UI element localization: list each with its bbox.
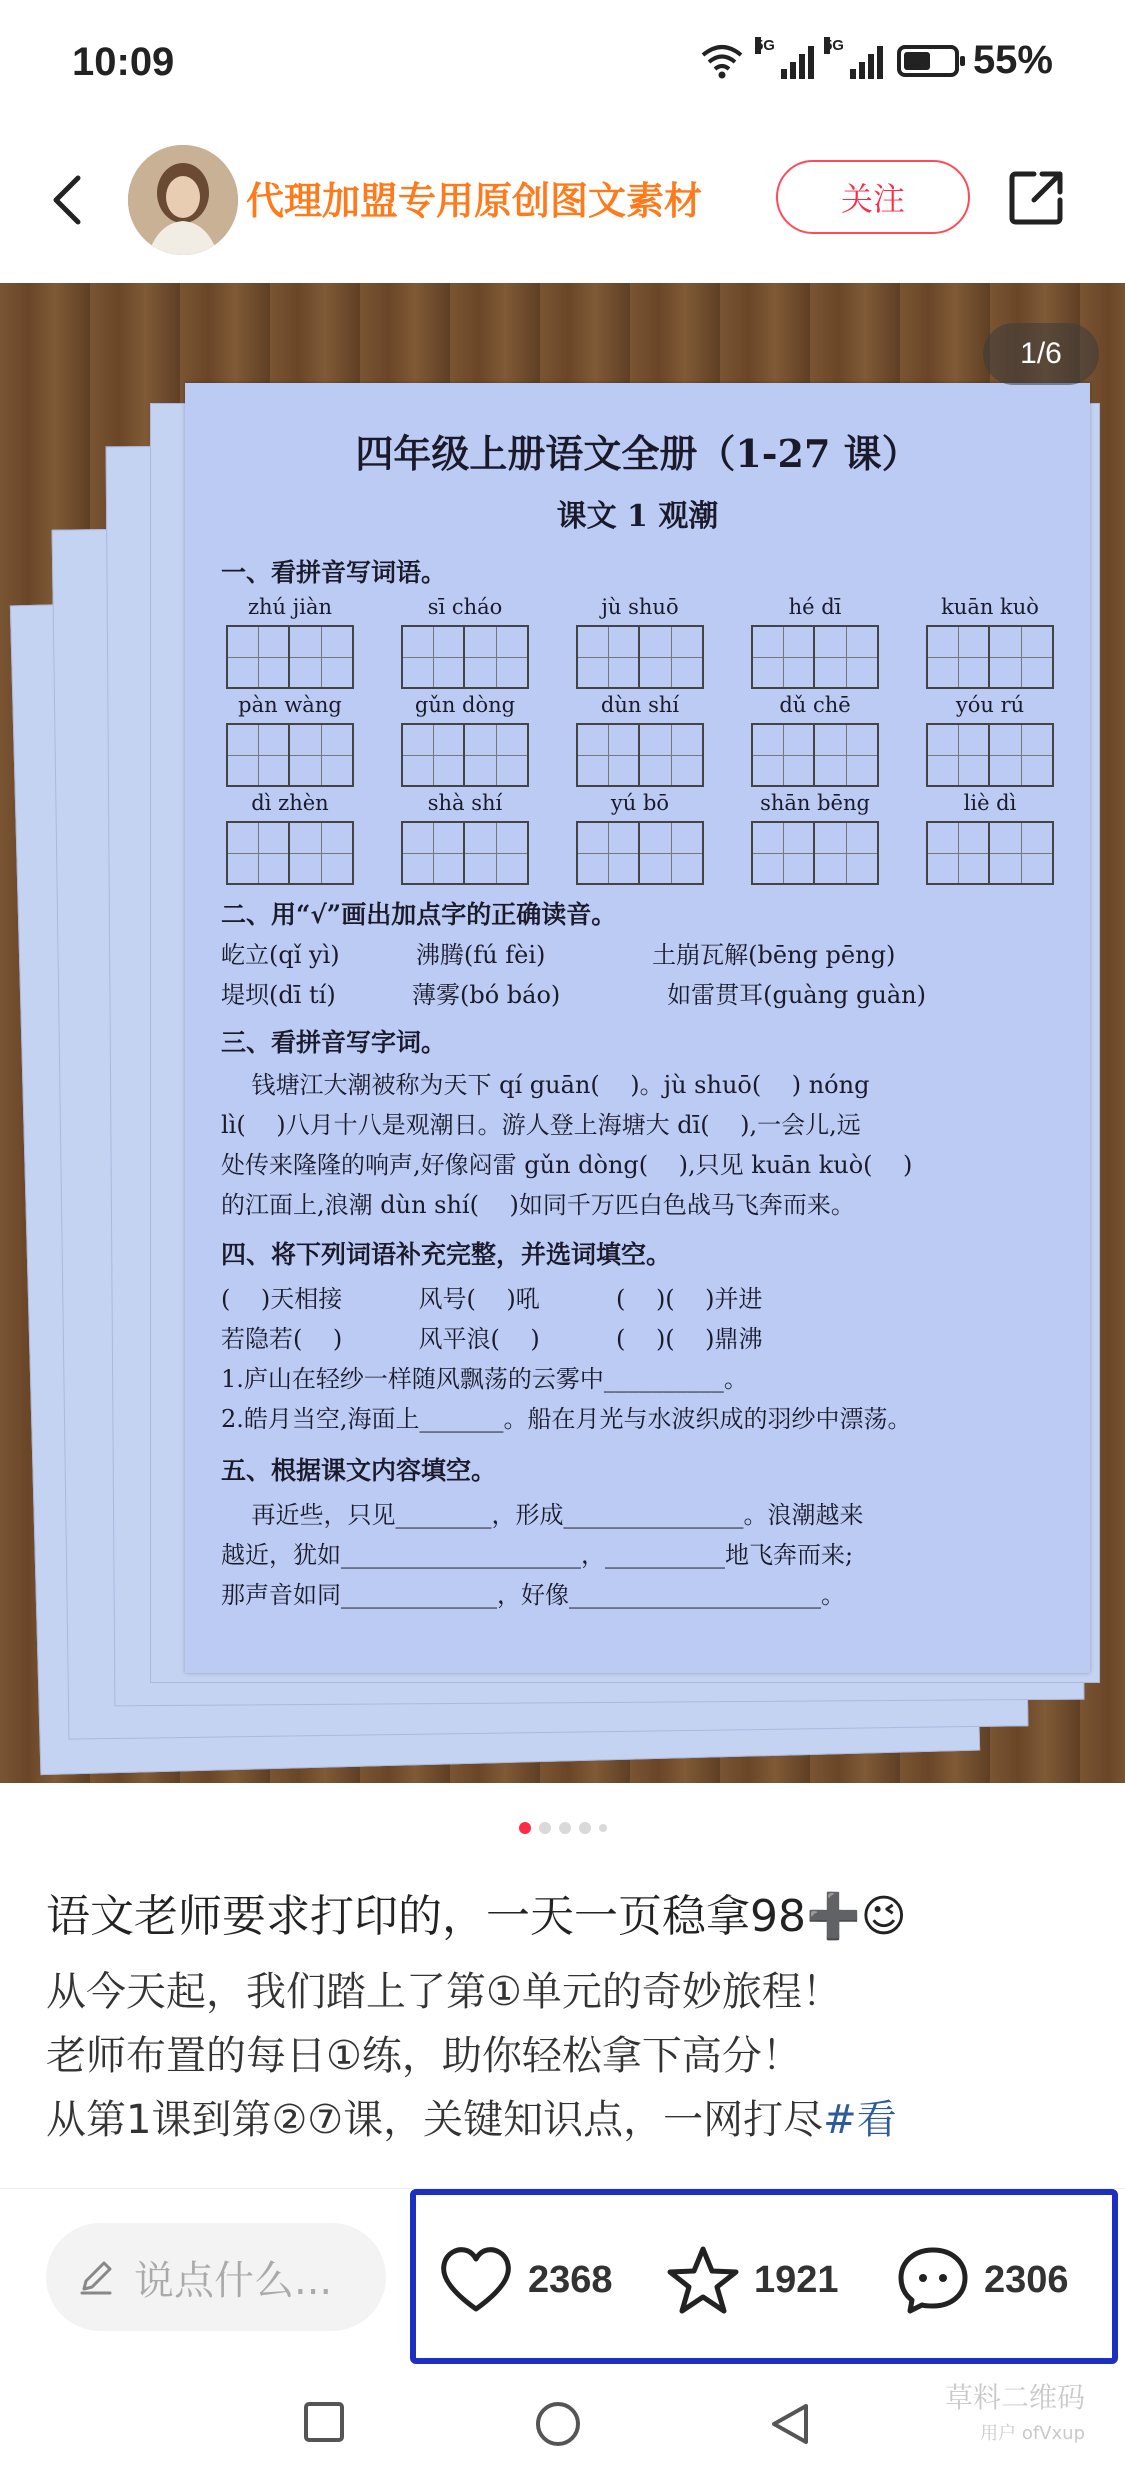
pinyin-cell [925, 791, 1055, 885]
pinyin-cell [400, 791, 530, 885]
chevron-left-icon [38, 170, 98, 230]
pinyin-cell [400, 595, 530, 689]
pinyin-row [225, 791, 1055, 885]
worksheet-title: 四年级上册语文全册（1-27 课） [355, 431, 920, 476]
pinyin-cell [575, 693, 705, 787]
page-dot[interactable] [519, 1822, 531, 1834]
comment-placeholder: 说点什么... [134, 2257, 333, 2304]
hashtag-link[interactable]: #看 [823, 2097, 897, 2143]
battery-icon [897, 45, 959, 77]
triangle-back-icon [768, 2400, 812, 2448]
pinyin-cell [925, 693, 1055, 787]
worksheet-line: 2.皓月当空,海面上_______。船在月光与水波织成的羽纱中漂荡。 [221, 1405, 912, 1433]
favorite-count: 1921 [754, 2258, 839, 2301]
network-type-2: 5G [823, 36, 844, 54]
image-counter: 1/6 [983, 323, 1099, 385]
comment-count: 2306 [984, 2258, 1069, 2301]
follow-button[interactable]: 关注 [776, 160, 970, 234]
worksheet-section-3: 三、看拼音写字词。 [221, 1028, 447, 1057]
pinyin-text: gǔn dòng [414, 693, 516, 717]
worksheet-line: 1.庐山在轻纱一样随风飘荡的云雾中__________。 [221, 1365, 748, 1393]
author-avatar[interactable] [128, 145, 238, 255]
actions-highlight-box [410, 2189, 1118, 2364]
pinyin-row [225, 595, 1055, 689]
recents-button[interactable] [302, 2400, 346, 2448]
worksheet-line: 若隐若( ) 风平浪( ) ( )( )鼎沸 [221, 1325, 763, 1353]
status-time: 10:09 [72, 40, 175, 84]
square-icon [302, 2400, 346, 2444]
back-button[interactable] [38, 170, 98, 230]
page-dot[interactable] [579, 1822, 591, 1834]
star-icon [666, 2245, 740, 2315]
worksheet-line: ( )天相接 风号( )吼 ( )( )并进 [221, 1285, 763, 1313]
worksheet-section-2: 二、用“√”画出加点字的正确读音。 [221, 900, 617, 929]
pinyin-text: dǔ chē [779, 693, 851, 717]
share-button[interactable] [1004, 166, 1068, 230]
worksheet-line: 钱塘江大潮被称为天下 qí guān( )。jù shuō( ) nóng [221, 1071, 870, 1099]
pinyin-text: jù shuō [601, 595, 679, 619]
home-button[interactable] [534, 2400, 582, 2452]
pinyin-text: yóu rú [955, 693, 1025, 717]
circle-icon [534, 2400, 582, 2448]
pinyin-cell [925, 595, 1055, 689]
worksheet-line: lì( )八月十八是观潮日。游人登上海塘大 dī( ),一会儿,远 [221, 1111, 861, 1139]
worksheet-line: 的江面上,浪潮 dùn shí( )如同千万匹白色战马飞奔而来。 [221, 1191, 855, 1219]
watermark-title: 草料二维码 [944, 2381, 1085, 2414]
share-icon [1004, 166, 1068, 230]
worksheet-line: 再近些，只见________，形成_______________。浪潮越来 [221, 1501, 864, 1529]
pinyin-text: dì zhèn [251, 791, 329, 815]
post-body-line: 老师布置的每日①练，助你轻松拿下高分！ [46, 2033, 802, 2079]
pinyin-text: shà shí [427, 791, 503, 815]
avatar-portrait [128, 145, 238, 255]
pinyin-row [225, 693, 1055, 787]
pinyin-cell [225, 791, 355, 885]
like-button[interactable] [438, 2245, 613, 2315]
pinyin-cell [575, 595, 705, 689]
chat-bubble-icon [896, 2245, 970, 2315]
pinyin-cell [750, 595, 880, 689]
pinyin-text: kuān kuò [941, 595, 1039, 619]
post-body-text: 从第1课到第②⑦课，关键知识点，一网打尽 [46, 2097, 824, 2143]
comment-input[interactable] [46, 2223, 386, 2331]
post-image[interactable] [0, 283, 1125, 1783]
page-dot[interactable] [559, 1822, 571, 1834]
nav-back-button[interactable] [768, 2400, 812, 2452]
image-pagination [0, 1822, 1125, 1834]
worksheet-page [185, 383, 1090, 1673]
pinyin-cell [750, 791, 880, 885]
author-name[interactable]: 代理加盟专用原创图文素材 [246, 179, 703, 223]
pinyin-text: hé dī [788, 595, 842, 619]
bottom-action-bar [0, 2188, 1125, 2363]
qr-watermark [945, 2380, 1085, 2452]
pinyin-cell [225, 595, 355, 689]
worksheet-line: 屹立(qǐ yì) 沸腾(fú fèi) 土崩瓦解(bēng pēng) [221, 941, 896, 969]
pinyin-cell [400, 693, 530, 787]
post-body-line [46, 2088, 897, 2145]
pencil-icon [76, 2257, 116, 2297]
pinyin-text: zhú jiàn [247, 595, 333, 619]
worksheet-section-1: 一、看拼音写词语。 [221, 558, 447, 587]
pinyin-text: shān bēng [760, 791, 870, 815]
battery-percent: 55% [972, 38, 1053, 82]
watermark-user: 用户 ofVxup [980, 2423, 1085, 2444]
pinyin-text: pàn wàng [238, 693, 342, 717]
favorite-button[interactable] [666, 2245, 839, 2315]
worksheet-line: 处传来隆隆的响声,好像闷雷 gǔn dòng( ),只见 kuān kuò( ) [221, 1151, 913, 1179]
pinyin-cell [750, 693, 880, 787]
worksheet-line: 堤坝(dī tí) 薄雾(bó báo) 如雷贯耳(guàng guàn) [221, 981, 926, 1009]
page-dot[interactable] [599, 1824, 607, 1832]
post-header [0, 130, 1125, 270]
comment-button[interactable] [896, 2245, 1069, 2315]
pinyin-text: yú bō [610, 791, 670, 815]
worksheet-line: 那声音如同_____________，好像_____________________。 [221, 1581, 845, 1609]
status-bar [0, 0, 1125, 130]
system-nav-bar [0, 2370, 1125, 2482]
pinyin-cell [225, 693, 355, 787]
heart-icon [438, 2245, 514, 2315]
post-body-line: 从今天起，我们踏上了第①单元的奇妙旅程！ [46, 1969, 842, 2015]
post-title: 语文老师要求打印的，一天一页稳拿98➕😉 [46, 1891, 907, 1942]
worksheet-section-4: 四、将下列词语补充完整，并选词填空。 [221, 1240, 672, 1269]
like-count: 2368 [528, 2258, 613, 2301]
pinyin-cell [575, 791, 705, 885]
wifi-icon [699, 43, 745, 79]
status-icons [685, 38, 1053, 83]
network-type-1: 5G [754, 36, 775, 54]
page-dot[interactable] [539, 1822, 551, 1834]
worksheet-line: 越近，犹如____________________，__________地飞奔而来; [221, 1541, 854, 1569]
worksheet-section-5: 五、根据课文内容填空。 [221, 1456, 497, 1485]
pinyin-text: dùn shí [600, 693, 680, 717]
pinyin-text: sī cháo [427, 595, 503, 619]
pinyin-text: liè dì [963, 791, 1017, 815]
worksheet-subtitle: 课文 1 观潮 [556, 499, 719, 534]
signal-icon-1 [754, 36, 814, 79]
signal-icon-2 [823, 36, 883, 79]
